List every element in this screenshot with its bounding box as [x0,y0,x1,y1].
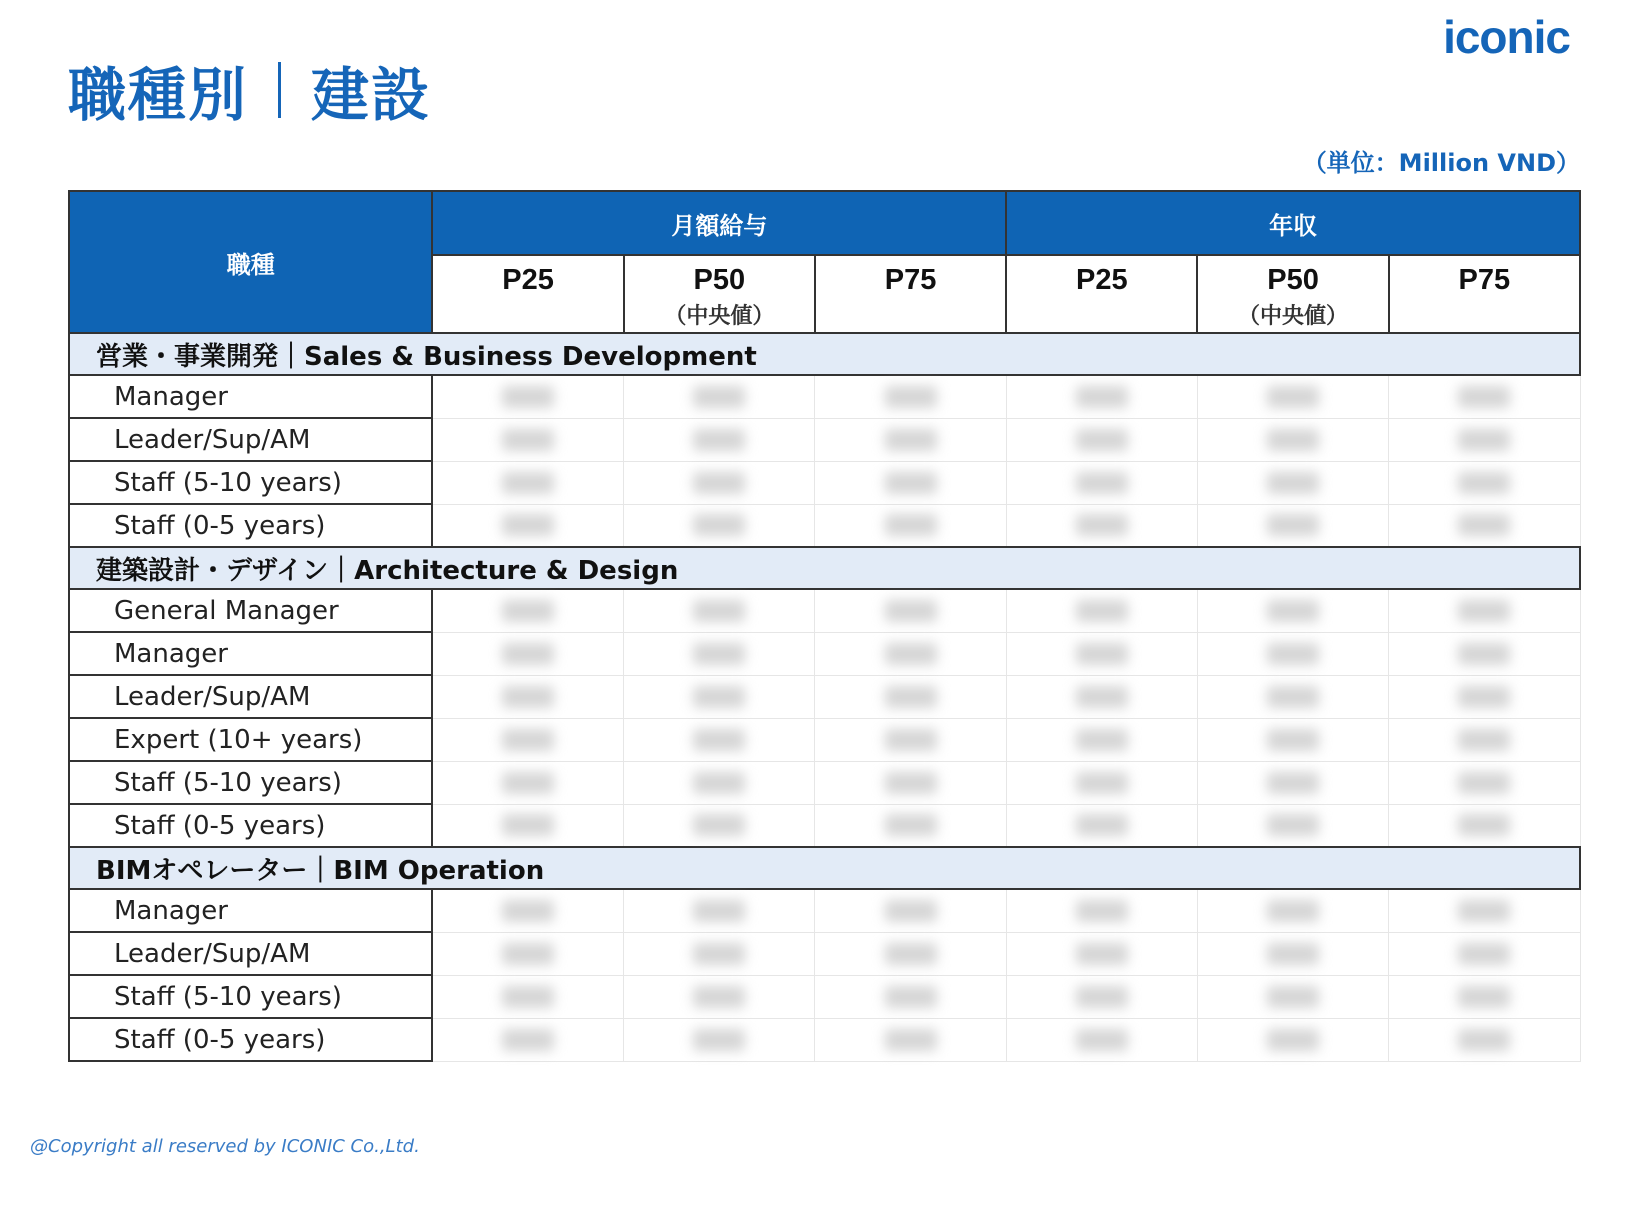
redacted-value [1267,729,1319,751]
blurred-value-cell [1389,761,1580,804]
blurred-value-cell [815,1018,1006,1061]
blurred-value-cell [1197,1018,1388,1061]
redacted-value [885,900,937,922]
table-row [69,375,1580,418]
blurred-value-cell [1197,804,1388,847]
blurred-value-cell [432,461,623,504]
unit-label: （単位：Million VND） [1302,149,1580,177]
redacted-value [1267,1029,1319,1051]
salary-table [68,190,1581,1062]
redacted-value [1076,1029,1128,1051]
table-row [69,632,1580,675]
table-row [69,761,1580,804]
blurred-value-cell [815,461,1006,504]
blurred-value-cell [432,804,623,847]
redacted-value [1076,772,1128,794]
redacted-value [1458,514,1510,536]
redacted-value [1267,600,1319,622]
blurred-value-cell [1389,889,1580,932]
redacted-value [693,600,745,622]
redacted-value [693,472,745,494]
redacted-value [1458,986,1510,1008]
blurred-value-cell [432,589,623,632]
redacted-value [502,643,554,665]
role-label: Staff (5-10 years) [69,461,432,504]
role-label: Staff (0-5 years) [69,804,432,847]
table-row [69,889,1580,932]
redacted-value [1076,986,1128,1008]
blurred-value-cell [1006,932,1197,975]
section-title: BIMオペレーター｜BIM Operation [69,847,1580,889]
redacted-value [1076,600,1128,622]
blurred-value-cell [1197,718,1388,761]
blurred-value-cell [1389,461,1580,504]
redacted-value [885,472,937,494]
blurred-value-cell [1006,418,1197,461]
blurred-value-cell [432,1018,623,1061]
annual-p25-header: P25 [1006,255,1197,333]
table-row [69,1018,1580,1061]
blurred-value-cell [1389,975,1580,1018]
blurred-value-cell [1197,632,1388,675]
redacted-value [693,986,745,1008]
blurred-value-cell [815,632,1006,675]
blurred-value-cell [1389,632,1580,675]
copyright-footer: @Copyright all reserved by ICONIC Co.,Ltd. [30,1136,420,1157]
redacted-value [1267,386,1319,408]
blurred-value-cell [432,632,623,675]
blurred-value-cell [1006,589,1197,632]
section-header-row [69,333,1580,375]
blurred-value-cell [624,975,815,1018]
blurred-value-cell [1006,375,1197,418]
blurred-value-cell [1197,418,1388,461]
table-row [69,461,1580,504]
redacted-value [885,643,937,665]
redacted-value [1458,814,1510,836]
role-label: Staff (0-5 years) [69,504,432,547]
redacted-value [1458,729,1510,751]
redacted-value [885,514,937,536]
redacted-value [1458,472,1510,494]
blurred-value-cell [1006,675,1197,718]
redacted-value [1267,472,1319,494]
section-title: 営業・事業開発｜Sales & Business Development [69,333,1580,375]
redacted-value [885,729,937,751]
annual-income-header: 年収 [1006,191,1580,255]
blurred-value-cell [624,589,815,632]
redacted-value [1076,514,1128,536]
blurred-value-cell [1197,375,1388,418]
title-main: 職種別 [68,61,249,129]
blurred-value-cell [624,375,815,418]
redacted-value [1267,686,1319,708]
redacted-value [885,772,937,794]
blurred-value-cell [815,589,1006,632]
monthly-salary-header: 月額給与 [432,191,1006,255]
role-label: Manager [69,632,432,675]
blurred-value-cell [815,504,1006,547]
table-row [69,804,1580,847]
annual-p75-header: P75 [1389,255,1580,333]
redacted-value [502,429,554,451]
redacted-value [885,386,937,408]
iconic-logo: iconic [1443,11,1570,63]
blurred-value-cell [1006,461,1197,504]
blurred-value-cell [624,718,815,761]
blurred-value-cell [815,718,1006,761]
role-label: Expert (10+ years) [69,718,432,761]
role-label: Leader/Sup/AM [69,675,432,718]
blurred-value-cell [1197,889,1388,932]
blurred-value-cell [624,804,815,847]
role-label: Leader/Sup/AM [69,418,432,461]
table-row [69,504,1580,547]
blurred-value-cell [624,675,815,718]
redacted-value [693,729,745,751]
redacted-value [1076,429,1128,451]
monthly-p50-header: P50 （中央値） [624,255,815,333]
role-label: Manager [69,375,432,418]
annual-p50-header: P50 （中央値） [1197,255,1388,333]
redacted-value [885,943,937,965]
redacted-value [1267,943,1319,965]
redacted-value [693,514,745,536]
blurred-value-cell [432,975,623,1018]
redacted-value [502,386,554,408]
blurred-value-cell [1006,504,1197,547]
redacted-value [885,600,937,622]
redacted-value [502,514,554,536]
blurred-value-cell [1389,718,1580,761]
table-row [69,718,1580,761]
section-header-row [69,847,1580,889]
blurred-value-cell [1389,418,1580,461]
blurred-value-cell [1389,504,1580,547]
redacted-value [693,386,745,408]
redacted-value [1076,729,1128,751]
redacted-value [1267,772,1319,794]
blurred-value-cell [432,761,623,804]
redacted-value [885,986,937,1008]
blurred-value-cell [624,504,815,547]
redacted-value [502,814,554,836]
redacted-value [693,429,745,451]
blurred-value-cell [815,761,1006,804]
redacted-value [1267,986,1319,1008]
redacted-value [693,772,745,794]
redacted-value [1458,943,1510,965]
blurred-value-cell [432,504,623,547]
redacted-value [502,986,554,1008]
redacted-value [693,1029,745,1051]
title-sub: 建設 [311,61,432,129]
redacted-value [693,900,745,922]
role-label: Leader/Sup/AM [69,932,432,975]
blurred-value-cell [1197,675,1388,718]
redacted-value [693,943,745,965]
redacted-value [1267,643,1319,665]
role-label: Staff (0-5 years) [69,1018,432,1061]
monthly-p75-header: P75 [815,255,1006,333]
blurred-value-cell [1006,761,1197,804]
blurred-value-cell [624,1018,815,1061]
blurred-value-cell [1006,718,1197,761]
redacted-value [1267,514,1319,536]
blurred-value-cell [1006,889,1197,932]
blurred-value-cell [1197,461,1388,504]
role-column-header: 職種 [69,191,432,333]
blurred-value-cell [624,632,815,675]
redacted-value [1458,600,1510,622]
redacted-value [502,900,554,922]
table-row [69,589,1580,632]
blurred-value-cell [1197,932,1388,975]
blurred-value-cell [815,889,1006,932]
redacted-value [1076,900,1128,922]
role-label: Staff (5-10 years) [69,975,432,1018]
table-row [69,675,1580,718]
blurred-value-cell [624,889,815,932]
blurred-value-cell [1006,632,1197,675]
redacted-value [1076,472,1128,494]
blurred-value-cell [1197,761,1388,804]
blurred-value-cell [1389,932,1580,975]
redacted-value [502,729,554,751]
role-label: Staff (5-10 years) [69,761,432,804]
redacted-value [885,1029,937,1051]
blurred-value-cell [1389,1018,1580,1061]
redacted-value [1076,643,1128,665]
redacted-value [1458,643,1510,665]
redacted-value [1458,1029,1510,1051]
blurred-value-cell [815,375,1006,418]
blurred-value-cell [815,975,1006,1018]
blurred-value-cell [1006,804,1197,847]
blurred-value-cell [815,932,1006,975]
blurred-value-cell [624,418,815,461]
section-header-row [69,547,1580,589]
redacted-value [502,1029,554,1051]
redacted-value [502,472,554,494]
blurred-value-cell [624,761,815,804]
blurred-value-cell [432,718,623,761]
blurred-value-cell [624,932,815,975]
section-title: 建築設計・デザイン｜Architecture & Design [69,547,1580,589]
blurred-value-cell [1006,975,1197,1018]
blurred-value-cell [1197,589,1388,632]
redacted-value [1458,386,1510,408]
redacted-value [502,943,554,965]
role-label: General Manager [69,589,432,632]
redacted-value [885,686,937,708]
table-row [69,975,1580,1018]
blurred-value-cell [432,418,623,461]
blurred-value-cell [815,418,1006,461]
redacted-value [693,643,745,665]
title-divider [278,62,281,118]
redacted-value [1076,386,1128,408]
blurred-value-cell [624,461,815,504]
monthly-p25-header: P25 [432,255,623,333]
blurred-value-cell [1389,589,1580,632]
redacted-value [1267,429,1319,451]
blurred-value-cell [1197,975,1388,1018]
redacted-value [502,600,554,622]
blurred-value-cell [815,675,1006,718]
table-row [69,418,1580,461]
redacted-value [1076,814,1128,836]
redacted-value [1458,429,1510,451]
page-title [68,48,431,132]
blurred-value-cell [432,889,623,932]
blurred-value-cell [815,804,1006,847]
redacted-value [502,772,554,794]
redacted-value [1267,900,1319,922]
redacted-value [693,814,745,836]
table-row [69,932,1580,975]
redacted-value [502,686,554,708]
blurred-value-cell [1197,504,1388,547]
redacted-value [1267,814,1319,836]
blurred-value-cell [432,932,623,975]
redacted-value [1458,686,1510,708]
blurred-value-cell [432,375,623,418]
redacted-value [1076,686,1128,708]
blurred-value-cell [1389,675,1580,718]
redacted-value [1458,772,1510,794]
redacted-value [885,429,937,451]
redacted-value [693,686,745,708]
redacted-value [1076,943,1128,965]
blurred-value-cell [1389,804,1580,847]
redacted-value [885,814,937,836]
blurred-value-cell [432,675,623,718]
blurred-value-cell [1389,375,1580,418]
blurred-value-cell [1006,1018,1197,1061]
role-label: Manager [69,889,432,932]
redacted-value [1458,900,1510,922]
